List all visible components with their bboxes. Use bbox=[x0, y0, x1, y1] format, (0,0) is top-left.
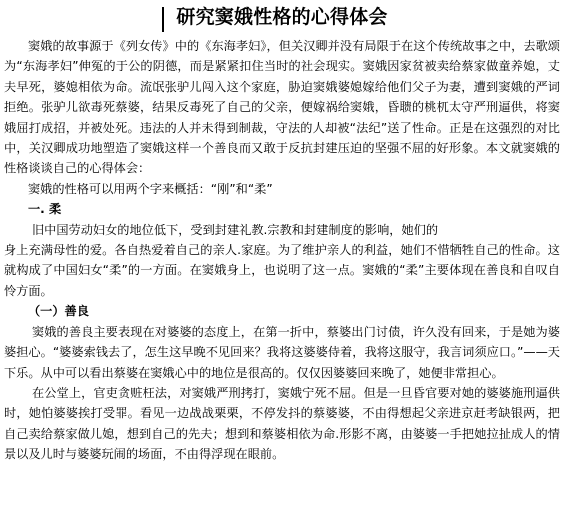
paragraph-intro: 窦娥的故事源于《列女传》中的《东海孝妇》，但关汉卿并没有局限于在这个传统故事之中，去歌颂为“东海孝妇”伸冤的于公的阴德，而是紧紧扣住当时的社会现实。窦娥因家贫被卖给蔡家做童养媳，丈夫早死，婆媳相依为命。流氓张驴儿闯入这个家庭，胁迫窦娥婆媳嫁给他们父子为妻，遭到窦娥的严词拒绝。张驴儿欲毒死蔡婆，结果反毒死了自己的父亲，便嫁祸给窦娥，昏聩的桃杌太守严刑逼供，将窦娥屈打成招，并被处死。违法的人并未得到制裁，守法的人却被“法纪”送了性命。正是在这强烈的对比中，关汉卿成功地塑造了窦娥这样一个善良而又敢于反抗封建压迫的坚强不屈的好形象。本文就窦娥的性格谈谈自己的心得体会： bbox=[4, 39, 560, 176]
section-heading-rou: 一. 柔 bbox=[28, 202, 62, 217]
paragraph-shanliang-2: 在公堂上，官吏贪赃枉法，对窦娥严刑拷打，窦娥宁死不屈。但是一旦昏官要对她的婆婆施刑逼供时，她怕婆婆挨打受罪。看见一边战战栗栗，不停发抖的蔡婆婆，不由得想起父亲进京赶考缺银两，把自己卖给蔡家做儿媳，想到自己的先夫；想到和蔡婆相依为命.形影不离，由婆婆一手把她拉扯成人的情景以及儿时与婆婆玩闹的场面，不由得浮现在眼前。 bbox=[4, 385, 560, 462]
paragraph-rou-first-line: 旧中国劳动妇女的地位低下，受到封建礼教.宗教和封建制度的影响，她们的 bbox=[32, 222, 439, 237]
paragraph-rou-rest: 身上充满母性的爱。各自热爱着自己的亲人.家庭。为了维护亲人的利益，她们不惜牺牲自己的性命。这就构成了中国妇女“柔”的一方面。在窦娥身上，也说明了这一点。窦娥的“柔”主要体现在善良和自叹自怜方面。 bbox=[4, 243, 560, 298]
paragraph-rou bbox=[4, 220, 560, 302]
paragraph-summary: 窦娥的性格可以用两个字来概括：“刚”和“柔” bbox=[28, 181, 273, 196]
paragraph-shanliang-1: 窦娥的善良主要表现在对婆婆的态度上，在第一折中，蔡婆出门讨债，许久没有回来，于是她为婆婆担心。“婆婆索钱去了，怎生这早晚不见回来？我将这婆婆侍着，我将这服守，我言词须应口。”——天下乐。从中可以看出蔡婆在窦娥心中的地位是很高的。仅仅因婆婆回来晚了，她便非常担心。 bbox=[4, 324, 560, 380]
subsection-heading-shanliang: （一）善良 bbox=[28, 304, 89, 319]
document-title: 研究窦娥性格的心得体会 bbox=[176, 6, 388, 28]
text-cursor bbox=[162, 7, 164, 32]
